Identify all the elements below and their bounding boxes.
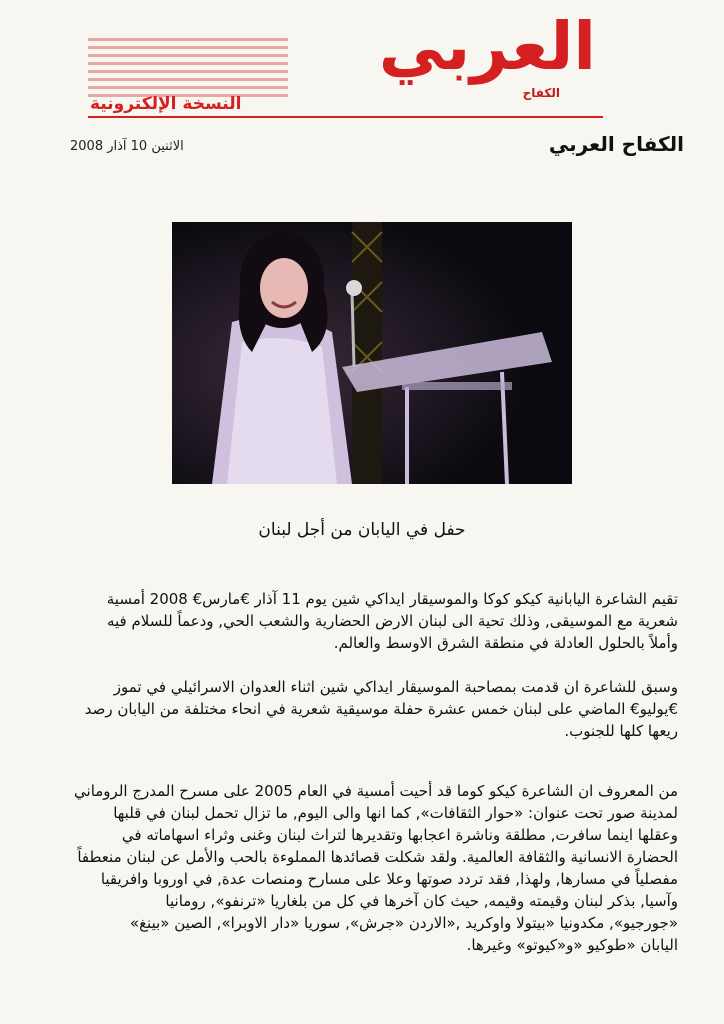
electronic-edition-label: النسخة الإلكترونية <box>90 94 242 114</box>
article-paragraph-1 <box>58 588 678 654</box>
paragraph-line: ريعها كلها للجنوب. <box>564 722 678 740</box>
masthead-stripes <box>88 38 288 100</box>
paragraph-line: وعقلها اينما سافرت, مطلقة وناشرة اعجابها وتقديرها لتراث لبنان وغنى وثراء اسهاماته في <box>121 826 678 844</box>
paragraph-line: مفصلياً في مسارها, ولهذا, فقد تردد صوتها وعلا على مسارح ومنصات عدة, في اوروبا وافريقيا <box>100 870 678 888</box>
paragraph-line: €يوليو€ الماضي على لبنان خمس عشرة حفلة موسيقية شعرية في انحاء مختلفة من اليابان رصد <box>84 700 678 718</box>
paragraph-line: الحضارة الانسانية والثقافة العالمية. ولقد شكلت قصائدها المملوءة بالحب والأمل عن لبنان منعطفاً <box>77 848 678 866</box>
article-paragraph-2 <box>58 676 678 742</box>
masthead <box>88 8 608 120</box>
newspaper-logo: العربي <box>378 8 596 85</box>
article-paragraph-3 <box>58 780 678 956</box>
issue-date: الاثنين 10 آذار 2008 <box>70 139 184 154</box>
paragraph-line: وآسيا, بذكر لبنان وقيمته وقيمه, حيث كان آخرها في كل من بلغاريا «ترنفو», رومانيا <box>165 892 678 910</box>
paper-name: الكفاح العربي <box>548 132 684 156</box>
paragraph-line: وأملاً بالحلول العادلة في منطقة الشرق الاوسط والعالم. <box>333 634 678 652</box>
paragraph-line: تقيم الشاعرة اليابانية كيكو كوكا والموسيقار ايداكي شين يوم 11 آذار €مارس€ 2008 أمسية <box>106 590 678 608</box>
performer-at-podium-image <box>172 222 572 484</box>
paragraph-line: «جورجيو», مكدونيا «بيتولا واوكريد ,«الاردن «جرش», سوريا «دار الاوبرا», الصين «بينغ» <box>129 914 678 932</box>
article-photo <box>172 222 572 484</box>
paragraph-line: وسبق للشاعرة ان قدمت بمصاحبة الموسيقار ايداكي شين اثناء العدوان الاسرائيلي في تموز <box>113 678 678 696</box>
paragraph-line: اليابان «طوكيو «و«كيوتو» وغيرها. <box>466 936 678 954</box>
newspaper-logo-subtext: الكفاح <box>522 86 560 100</box>
paragraph-line: لمدينة صور تحت عنوان: «حوار الثقافات», كما انها والى اليوم, ما تزال تحمل لبنان في قلبها <box>113 804 678 822</box>
paragraph-line: شعرية مع الموسيقى, وذلك تحية الى لبنان الارض الحضارية والشعب الحي, ودعماً للسلام فيه <box>106 612 678 630</box>
paragraph-line: من المعروف ان الشاعرة كيكو كوما قد أحيت أمسية في العام 2005 على مسرح المدرج الروماني <box>74 782 678 800</box>
masthead-divider <box>88 116 603 118</box>
article-headline: حفل في اليابان من أجل لبنان <box>258 520 466 540</box>
